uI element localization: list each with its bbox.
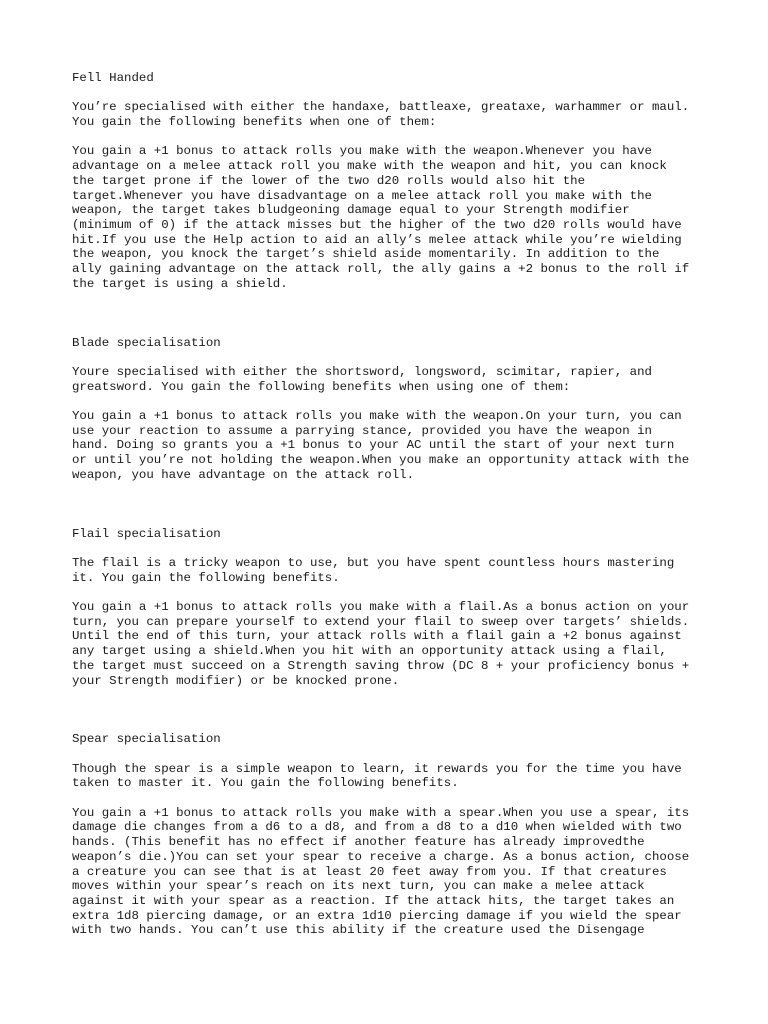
section-heading: Spear specialisation xyxy=(72,732,221,747)
section-fell-handed xyxy=(72,71,712,292)
section-heading: Blade specialisation xyxy=(72,335,221,350)
document-page xyxy=(72,71,712,938)
section-benefits: You gain a +1 bonus to attack rolls you make with the weapon.Whenever you have advantage on a melee attack roll you make with the weapon and hit, you can knock the target prone if the lower of the two d20 rolls would also hit the target.Whenever you have disadvantage on a melee attack roll you make with the weapon, the target takes bludgeoning damage equal to your Strength modifier (minimum of 0) if the attack misses but the higher of the two d20 rolls would have hit.If you use the Help action to aid an ally’s melee attack while you’re wielding the weapon, you knock the target’s shield aside momentarily. In addition to the ally gaining advantage on the attack roll, the ally gains a +2 bonus to the roll if the target is using a shield. xyxy=(72,144,690,291)
section-intro: You’re specialised with either the handaxe, battleaxe, greataxe, warhammer or maul. You gain the following benefits when one of them: xyxy=(72,100,690,130)
section-benefits: You gain a +1 bonus to attack rolls you make with a spear.When you use a spear, its damage die changes from a d6 to a d8, and from a d8 to a d10 when wielded with two hands. (This benefit has no effect if another feature has already improvedthe weapon’s die.)You can set your spear to receive a charge. As a bonus action, choose a creature you can see that is at least 20 feet away from you. If that creatures moves within your spear’s reach on its next turn, you can make a melee attack against it with your spear as a reaction. If the attack hits, the target takes an extra 1d8 piercing damage, or an extra 1d10 piercing damage if you wield the spear with two hands. You can’t use this ability if the creature used the Disengage xyxy=(72,805,690,938)
section-heading: Fell Handed xyxy=(72,71,154,85)
section-benefits: You gain a +1 bonus to attack rolls you make with the weapon.On your turn, you can use your reaction to assume a parrying stance, provided you have the weapon in hand. Doing so grants you a +1 bonus to your AC until the start of your next turn or until you’re not holding the weapon.When you make an opportunity attack with the weapon, you have advantage on the attack roll. xyxy=(72,409,690,482)
section-blade-specialisation xyxy=(72,336,712,483)
section-heading: Flail specialisation xyxy=(72,526,221,541)
section-flail-specialisation xyxy=(72,527,712,689)
section-intro: The flail is a tricky weapon to use, but you have spent countless hours mastering it. You gain the following benefits. xyxy=(72,555,675,585)
section-benefits: You gain a +1 bonus to attack rolls you make with a flail.As a bonus action on your turn, you can prepare yourself to extend your flail to sweep over targets’ shields. Until the end of this turn, your attack rolls with a flail gain a +2 bonus against any target using a shield.When you hit with an opportunity attack using a flail, the target must succeed on a Strength saving throw (DC 8 + your proficiency bonus + your Strength modifier) or be knocked prone. xyxy=(72,600,690,688)
section-intro: Youre specialised with either the shortsword, longsword, scimitar, rapier, and greatsword. You gain the following benefits when using one of them: xyxy=(72,364,652,394)
section-spear-specialisation xyxy=(72,732,712,938)
section-intro: Though the spear is a simple weapon to learn, it rewards you for the time you have taken to master it. You gain the following benefits. xyxy=(72,761,682,791)
